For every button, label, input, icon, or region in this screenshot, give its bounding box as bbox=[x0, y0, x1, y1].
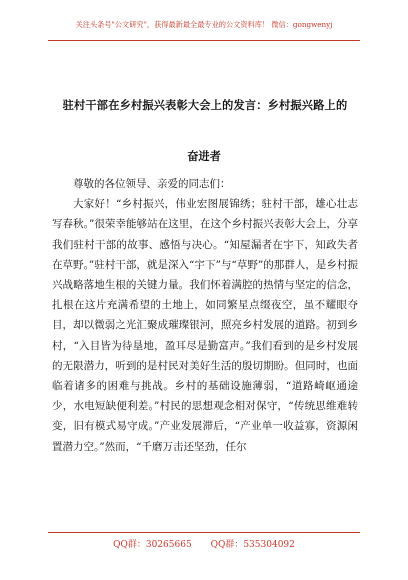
header-banner: 关注头条号"公文研究"，获得最新最全最专业的公文资料库！ 微信：gongwenyj bbox=[75, 20, 333, 29]
document-title-continued: 奋进者 bbox=[187, 149, 221, 163]
header-divider bbox=[48, 40, 360, 41]
body-paragraph: 大家好！“乡村振兴，伟业宏图展锦绣；驻村干部，雄心壮志写春秋。”很荣幸能够站在这里，在这个乡村振兴表彰大会上，分享我们驻村干部的故事、感悟与决心。“知屋漏者在宇下，知政失者在草野。”驻村干部，就是深入“宇下”与“草野”的那群人，是乡村振兴战略落地生根的关键力量。我们怀着满腔的热情与坚定的信念，扎根在这片充满希望的土地上，如同繁星点缀夜空，虽不耀眼夺目，却以微弱之光汇聚成璀璨银河，照亮乡村发展的道路。初到乡村，“入目皆为待垦地，盈耳尽是勤富声。”我们看到的是乡村发展的无限潜力，听到的是村民对美好生活的殷切期盼。但同时，也面临着诸多的困难与挑战。乡村的基础设施薄弱，“道路崎岖通途少，水电短缺便利差。”村民的思想观念相对保守，“传统思维难转变，旧有模式易守成。”产业发展滞后，“产业单一收益寡，资源闲置潜力空。”然而，“千磨万击还坚劲，任尔 bbox=[52, 198, 358, 453]
footer-banner bbox=[0, 537, 408, 550]
document-body bbox=[52, 174, 358, 457]
footer-qq-group-2: QQ群：535304092 bbox=[210, 540, 295, 550]
document-title: 驻村干部在乡村振兴表彰大会上的发言：乡村振兴路上的 bbox=[62, 98, 348, 112]
greeting: 尊敬的各位领导、亲爱的同志们： bbox=[73, 178, 231, 190]
footer-divider bbox=[48, 532, 360, 533]
footer-qq-group-1: QQ群：30265665 bbox=[113, 540, 192, 550]
